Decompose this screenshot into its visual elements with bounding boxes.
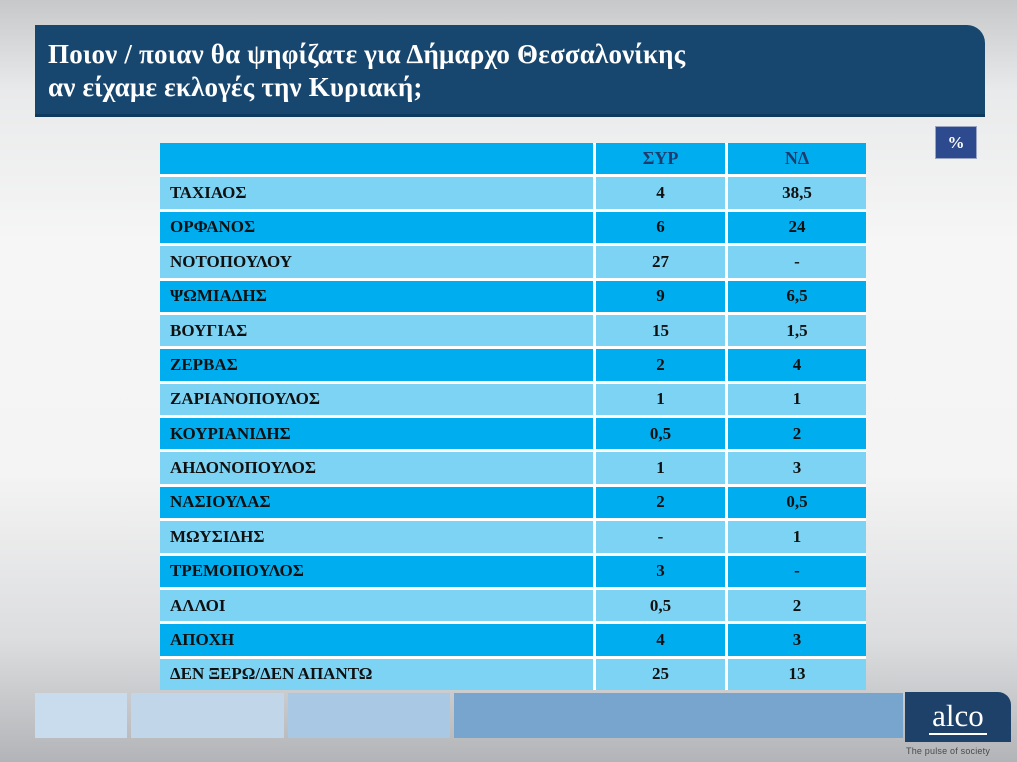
candidate-name: ΑΗΔΟΝΟΠΟΥΛΟΣ xyxy=(160,452,593,483)
footer-bar-3 xyxy=(288,693,450,738)
candidate-name: ΝΑΣΙΟΥΛΑΣ xyxy=(160,487,593,518)
table-row xyxy=(160,384,866,415)
slide-title-line1: Ποιον / ποιαν θα ψηφίζατε για Δήμαρχο Θεσσαλονίκης xyxy=(48,39,686,69)
nd-value: 1 xyxy=(728,521,866,552)
results-table xyxy=(160,143,866,690)
table-row xyxy=(160,487,866,518)
nd-value: 2 xyxy=(728,418,866,449)
syr-value: - xyxy=(596,521,725,552)
candidate-name: ΒΟΥΓΙΑΣ xyxy=(160,315,593,346)
table-row xyxy=(160,281,866,312)
table-row xyxy=(160,659,866,690)
syr-value: 1 xyxy=(596,384,725,415)
nd-value: 38,5 xyxy=(728,177,866,208)
header-cell-syr: ΣΥΡ xyxy=(596,143,725,174)
table-row xyxy=(160,177,866,208)
alco-logo-text: alco xyxy=(929,700,987,735)
table-row xyxy=(160,556,866,587)
alco-logo-tagline: The pulse of society xyxy=(906,746,991,756)
header-cell-empty xyxy=(160,143,593,174)
table-row xyxy=(160,624,866,655)
footer-bar-1 xyxy=(35,693,127,738)
syr-value: 0,5 xyxy=(596,418,725,449)
candidate-name: ΑΠΟΧΗ xyxy=(160,624,593,655)
candidate-name: ΝΟΤΟΠΟΥΛΟΥ xyxy=(160,246,593,277)
table-row xyxy=(160,521,866,552)
syr-value: 15 xyxy=(596,315,725,346)
candidate-name: ΤΑΧΙΑΟΣ xyxy=(160,177,593,208)
candidate-name: ΚΟΥΡΙΑΝΙΔΗΣ xyxy=(160,418,593,449)
footer-bar-2 xyxy=(131,693,284,738)
header-cell-nd: ΝΔ xyxy=(728,143,866,174)
syr-value: 2 xyxy=(596,487,725,518)
syr-value: 0,5 xyxy=(596,590,725,621)
nd-value: 1 xyxy=(728,384,866,415)
nd-value: 0,5 xyxy=(728,487,866,518)
candidate-name: ΤΡΕΜΟΠΟΥΛΟΣ xyxy=(160,556,593,587)
table-row xyxy=(160,418,866,449)
slide-title-line2: αν είχαμε εκλογές την Κυριακή; xyxy=(48,72,423,102)
nd-value: 13 xyxy=(728,659,866,690)
syr-value: 4 xyxy=(596,177,725,208)
candidate-name: ΨΩΜΙΑΔΗΣ xyxy=(160,281,593,312)
table-row xyxy=(160,590,866,621)
candidate-name: ΔΕΝ ΞΕΡΩ/ΔΕΝ ΑΠΑΝΤΩ xyxy=(160,659,593,690)
nd-value: 4 xyxy=(728,349,866,380)
candidate-name: ΑΛΛΟΙ xyxy=(160,590,593,621)
table-row xyxy=(160,349,866,380)
table-header-row xyxy=(160,143,866,174)
candidate-name: ΖΕΡΒΑΣ xyxy=(160,349,593,380)
table-row xyxy=(160,246,866,277)
candidate-name: ΖΑΡΙΑΝΟΠΟΥΛΟΣ xyxy=(160,384,593,415)
nd-value: 2 xyxy=(728,590,866,621)
table-row xyxy=(160,452,866,483)
syr-value: 1 xyxy=(596,452,725,483)
syr-value: 9 xyxy=(596,281,725,312)
table-row xyxy=(160,212,866,243)
nd-value: 3 xyxy=(728,624,866,655)
syr-value: 2 xyxy=(596,349,725,380)
candidate-name: ΟΡΦΑΝΟΣ xyxy=(160,212,593,243)
nd-value: - xyxy=(728,246,866,277)
nd-value: - xyxy=(728,556,866,587)
table-row xyxy=(160,315,866,346)
nd-value: 24 xyxy=(728,212,866,243)
syr-value: 6 xyxy=(596,212,725,243)
nd-value: 1,5 xyxy=(728,315,866,346)
footer-bar-4 xyxy=(454,693,903,738)
title-band xyxy=(35,25,985,117)
alco-logo xyxy=(905,692,1011,742)
syr-value: 25 xyxy=(596,659,725,690)
syr-value: 27 xyxy=(596,246,725,277)
syr-value: 4 xyxy=(596,624,725,655)
percent-badge: % xyxy=(935,126,977,159)
syr-value: 3 xyxy=(596,556,725,587)
nd-value: 6,5 xyxy=(728,281,866,312)
candidate-name: ΜΩΥΣΙΔΗΣ xyxy=(160,521,593,552)
nd-value: 3 xyxy=(728,452,866,483)
